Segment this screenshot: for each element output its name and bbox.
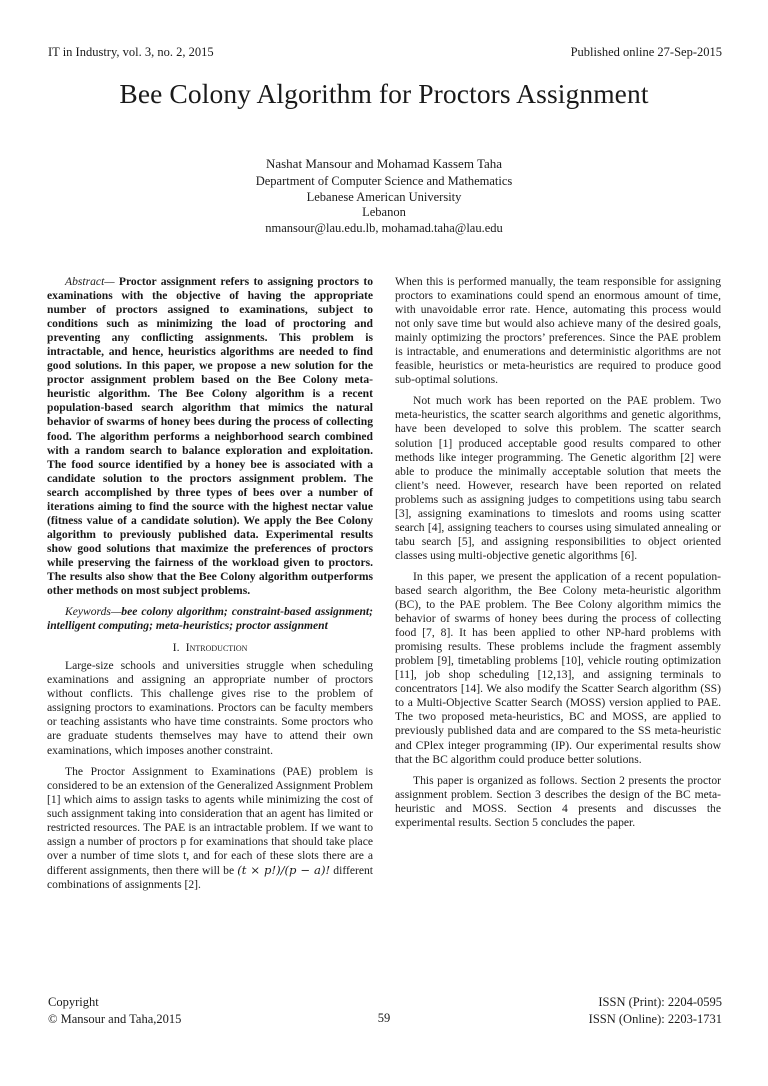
author-location: Lebanon [362,205,406,220]
intro-paragraph-1: Large-size schools and universities struggle when scheduling examinations and assigning an appropriate number of proctors without conflicts. This challenge gives rise to the problem of assigning proctors to examinations. Proctors can be faculty members or teaching assistants who have time constraints. Some proctors who are graduate students themselves may have to attend their own examinations, which imposes another constraint. [47,659,373,757]
abstract [47,275,373,598]
author-department: Department of Computer Science and Mathematics [255,173,513,188]
abstract-text: Proctor assignment refers to assigning proctors to examinations with the objective of having the appropriate number of proctors assigned to examinations, subject to conditions such as minimizing the load of proctoring and preventing any conflicting assignments. This problem is intractable, and hence, heuristics algorithms are needed to find good solutions. In this paper, we propose a new solution for the proctor assignment problem based on the Bee Colony meta-heuristic algorithm. The Bee Colony algorithm is a recent population-based search algorithm that mimics the natural behavior of swarms of honey bees during the process of collecting food. The algorithm performs a neighborhood search combined with a random search to balance exploration and exploitation. The food source identified by a honey bee is associated with a candidate solution to the proctors assignment problem. The search accomplished by three types of bees over a number of iterations aiming to find the source with the highest nectar value (fitness value of a candidate solution). We apply the Bee Colony algorithm to previously published data. Experimental results show good solutions that maximize the preferences of proctors while preserving the fairness of the workload given to proctors. The results also show that the Bee Colony algorithm outperforms other methods on most subject problems. [47,275,373,598]
author-names: Nashat Mansour and Mohamad Kassem Taha [265,156,503,171]
keywords [47,605,373,633]
publication-date: Published online 27-Sep-2015 [570,45,722,59]
combinations-formula: (t × p!)/(p − a)! [237,862,331,877]
paper-title: Bee Colony Algorithm for Proctors Assignment [119,78,649,109]
intro-paragraph-5: In this paper, we present the application of a recent population-based search algorithm, the Bee Colony meta-heuristic algorithm (BC), to the PAE problem. The Bee Colony algorithm mimics the behavior of swarms of honey bees during the process of collecting food [7, 8]. It has been applied to other NP-hard problems with promising results. These problems include the fragment assembly problem [9], timetabling problems [10], vehicle routing optimization [11], job shop scheduling [12,13], and assigning terminals to concentrators [14]. We also modify the Scatter Search algorithm (SS) to a Multi-Objective Scatter Search (MOSS) version applied to PAE. The two proposed meta-heuristics, BC and MOSS, are applied to previously published data and are compared to the SS meta-heuristic and CPlex integer programming (IP). Our experimental results show that the BC algorithm could produce better solutions. [395,569,721,766]
intro-paragraph-3: When this is performed manually, the team responsible for assigning proctors to examinations could spend an enormous amount of time, with unavoidable error rate. Hence, automating this process would not only save time but would also achieve many of the desired goals, mainly optimizing the proctors’ preferences. Since the PAE problem is intractable, and enumerations and deterministic algorithms are not feasible, heuristics or meta-heuristics are required to produce good sub-optimal solutions. [395,275,721,387]
copyright-holder: © Mansour and Taha,2015 [48,1012,182,1026]
author-emails[interactable]: nmansour@lau.edu.lb, mohamad.taha@lau.edu [265,221,503,236]
section-number: I. [172,640,180,655]
section-heading-introduction [47,640,373,654]
right-column [395,275,721,837]
author-block [0,156,768,237]
intro-paragraph-2-text: The Proctor Assignment to Examinations (PAE) problem is considered to be an extension of the Generalized Assignment Problem [1] which aims to assign tasks to agents while minimizing the cost of such assignment taking into consideration that an agent has limited or restricted resources. The PAE is an intractable problem. If we want to assign a number of proctors p for examinations that should take place over a number of time slots t, and for each of these slots there are a different assignments, then there will be [47,764,373,877]
keywords-text: bee colony algorithm; constraint-based assignment; intelligent computing; meta-heuristics; proctor assignment [47,605,373,633]
footer-issn [589,994,722,1028]
copyright-label: Copyright [48,995,99,1009]
author-university: Lebanese American University [306,189,462,204]
intro-paragraph-4: Not much work has been reported on the PAE problem. Two meta-heuristics, the scatter search algorithms and genetic algorithms, have been developed to solve this problem. The scatter search solution [1] produced acceptable good results compared to other methods like integer programming. The Genetic algorithm [2] were able to produce the minimally acceptable solution that meets the client’s need. However, research have been reported on related problems such as assigning judges to competitions using tabu search [3], assigning examinations to timeslots and rooms using scatter search [4], assigning teachers to courses using simulated annealing or tabu search [5], and assigning responsibilities to object oriented classes using multi-objective genetic algorithms [6]. [395,394,721,562]
issn-online: ISSN (Online): 2203-1731 [588,1012,722,1026]
section-title: Introduction [185,640,248,655]
page-number: 59 [377,1011,391,1025]
abstract-label: Abstract— [65,275,115,288]
left-column [47,275,373,899]
keywords-label: Keywords— [65,605,122,619]
intro-paragraph-2-end: different combinations of assignments [2]. [47,863,374,891]
issn-print: ISSN (Print): 2204-0595 [598,995,722,1009]
intro-paragraph-6: This paper is organized as follows. Section 2 presents the proctor assignment problem. Section 3 describes the design of the BC meta-heuristic and MOSS. Section 4 presents and discusses the experimental results. Section 5 concludes the paper. [395,773,721,829]
intro-paragraph-2 [47,765,373,892]
journal-info: IT in Industry, vol. 3, no. 2, 2015 [48,45,214,59]
